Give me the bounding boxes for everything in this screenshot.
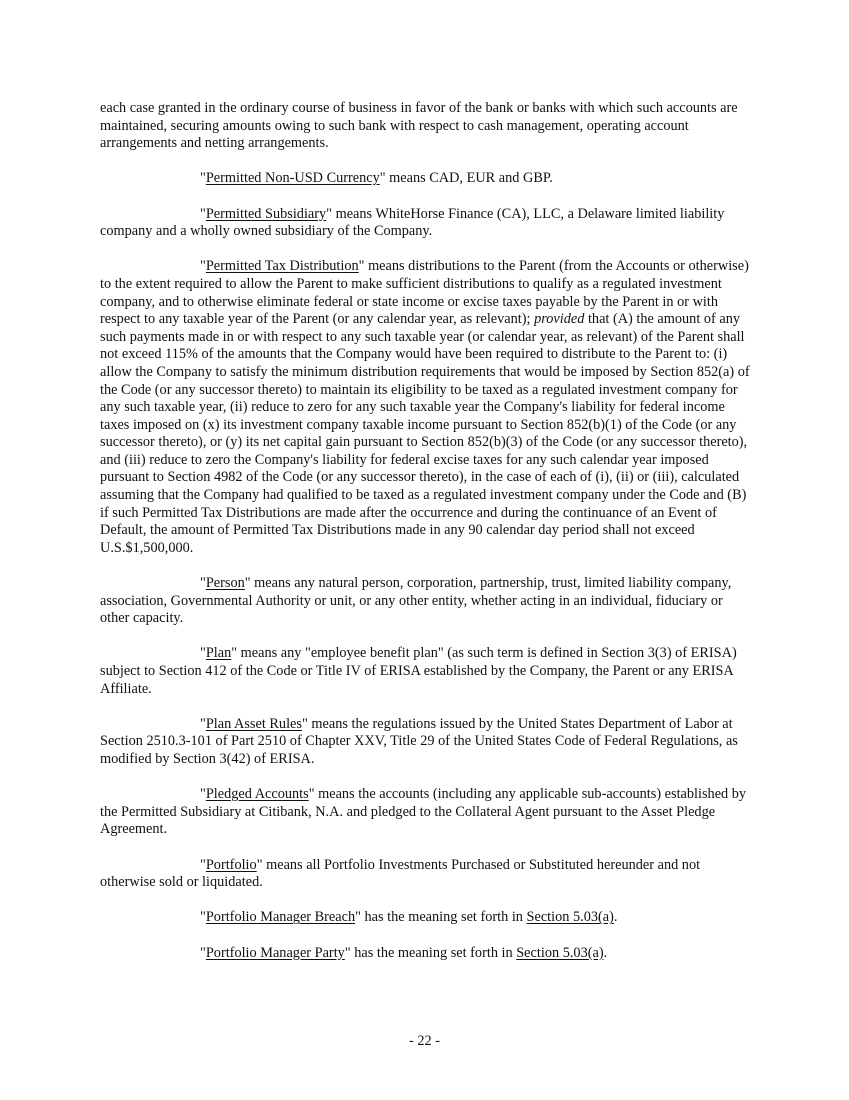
- definition-tail: .: [603, 944, 608, 961]
- defined-term: Portfolio: [205, 856, 257, 873]
- defined-term: Plan: [205, 645, 232, 662]
- definition-text: " has the meaning set forth in: [344, 944, 517, 961]
- definition-text: " means the accounts (including any applicable sub-accounts) established by the Permitted Subsidiary at Citibank, N.A. and pledged to the Collateral Agent pursuant to the Asset Pledge Agreement.: [100, 786, 747, 838]
- defined-term: Plan Asset Rules: [205, 715, 302, 732]
- defined-term: Permitted Tax Distribution: [205, 258, 359, 275]
- definition-text: " means CAD, EUR and GBP.: [379, 170, 553, 187]
- definition-text: " means the regulations issued by the United States Department of Labor at Section 2510.3-101 of Part 2510 of Chapter XXV, Title 29 of the United States Code of Federal Regulations, as modified by Section 3(42) of ERISA.: [100, 715, 738, 767]
- defined-term: Person: [205, 575, 245, 592]
- section-reference: Section 5.03(a): [516, 944, 604, 961]
- definition-portfolio-manager-breach: "Portfolio Manager Breach" has the meaning set forth in Section 5.03(a).: [200, 909, 618, 926]
- definition-portfolio: "Portfolio" means all Portfolio Investments Purchased or Substituted hereunder and not otherwise sold or liquidated.: [100, 856, 701, 891]
- defined-term: Portfolio Manager Party: [205, 944, 345, 961]
- defined-term: Permitted Subsidiary: [205, 205, 327, 222]
- definition-text: " means any natural person, corporation, partnership, trust, limited liability company, association, Governmental Authority or unit, or any other entity, whether acting in an individual, fiduciary or other capacity.: [100, 575, 732, 627]
- definition-plan: "Plan" means any "employee benefit plan" (as such term is defined in Section 3(3) of ERISA) subject to Section 412 of the Code or Title IV of ERISA established by the Company, the Parent or any ERISA Affiliate.: [100, 645, 737, 697]
- definition-pledged-accounts: "Pledged Accounts" means the accounts (including any applicable sub-accounts) established by the Permitted Subsidiary at Citibank, N.A. and pledged to the Collateral Agent pursuant to the Asset Pledge Agreement.: [100, 786, 747, 838]
- definition-text: " means all Portfolio Investments Purchased or Substituted hereunder and not otherwise sold or liquidated.: [100, 856, 701, 891]
- definition-text: " means distributions to the Parent (from the Accounts or otherwise) to the extent required to allow the Parent to make sufficient distributions to qualify as a regulated investment company, and to otherwise eliminate federal or state income or excise taxes payable by the Parent in or with respect to any taxable year of the Parent (or any calendar year, as relevant);: [100, 258, 749, 328]
- page-number: - 22 -: [409, 1033, 440, 1049]
- section-reference: Section 5.03(a): [526, 909, 614, 926]
- definition-text: " means any "employee benefit plan" (as such term is defined in Section 3(3) of ERISA) subject to Section 412 of the Code or Title IV of ERISA established by the Company, the Parent or any ERISA Affiliate.: [100, 645, 737, 697]
- definition-portfolio-manager-party: "Portfolio Manager Party" has the meaning set forth in Section 5.03(a).: [200, 944, 608, 961]
- definition-text: " means WhiteHorse Finance (CA), LLC, a Delaware limited liability company and a wholly owned subsidiary of the Company.: [100, 205, 725, 240]
- definition-person: "Person" means any natural person, corporation, partnership, trust, limited liability company, association, Governmental Authority or unit, or any other entity, whether acting in an individual, fiduciary or other capacity.: [100, 575, 732, 627]
- definition-text: " has the meaning set forth in: [355, 909, 527, 926]
- definition-tail: .: [613, 909, 618, 926]
- definition-permitted-tax-distribution: "Permitted Tax Distribution" means distributions to the Parent (from the Accounts or otherwise) to the extent required to allow the Parent to make sufficient distributions to qualify as a regulated investment company, and to otherwise eliminate federal or state income or excise taxes payable by the Parent in or with respect to any taxable year of the Parent (or any calendar year, as relevant); provided that (A) the amount of any such payments made in or with respect to any such taxable year (or calendar year, as relevant) of the Parent shall not exceed 115% of the amounts that the Company would have been required to distribute to the Parent to: (i) allow the Company to satisfy the minimum distribution requirements that would be imposed by Section 852(a) of the Code (or any successor thereto) to maintain its eligibility to be taxed as a regulated investment company for any such taxable year, (ii) reduce to zero for any such taxable year the Company's liability for federal income taxes imposed on (x) its investment company taxable income pursuant to Section 852(b)(1) of the Code (or any successor thereto), or (y) its net capital gain pursuant to Section 852(b)(3) of the Code (or any successor thereto), and (iii) reduce to zero the Company's liability for federal excise taxes for any such calendar year imposed pursuant to Section 4982 of the Code (or any successor thereto), in the case of each of (i), (ii) or (iii), calculated assuming that the Company had qualified to be taxed as a regulated investment company under the Code and (B) if such Permitted Tax Distributions are made after the occurrence and during the continuance of an Event of Default, the amount of Permitted Tax Distributions made in any 90 calendar day period shall not exceed U.S.$1,500,000.: [100, 258, 750, 556]
- definition-permitted-subsidiary: "Permitted Subsidiary" means WhiteHorse Finance (CA), LLC, a Delaware limited liability company and a wholly owned subsidiary of the Company.: [100, 205, 725, 240]
- proviso-italic: provided: [534, 311, 585, 328]
- defined-term: Pledged Accounts: [205, 786, 309, 803]
- intro-paragraph: each case granted in the ordinary course of business in favor of the bank or banks with which such accounts are maintained, securing amounts owing to such bank with respect to cash management, operating account arrangements and netting arrangements.: [100, 100, 738, 152]
- definition-permitted-non-usd-currency: "Permitted Non-USD Currency" means CAD, EUR and GBP.: [200, 170, 553, 187]
- document-body: [100, 100, 750, 980]
- defined-term: Permitted Non-USD Currency: [205, 170, 380, 187]
- definition-plan-asset-rules: "Plan Asset Rules" means the regulations issued by the United States Department of Labor at Section 2510.3-101 of Part 2510 of Chapter XXV, Title 29 of the United States Code of Federal Regulations, as modified by Section 3(42) of ERISA.: [100, 715, 738, 767]
- defined-term: Portfolio Manager Breach: [205, 909, 356, 926]
- definition-text-continued: that (A) the amount of any such payments made in or with respect to any such taxable year (or calendar year, as relevant) of the Parent shall not exceed 115% of the amounts that the Company would have been required to distribute to the Parent to: (i) allow the Company to satisfy the minimum distribution requirements that would be imposed by Section 852(a) of the Code (or any successor thereto) to maintain its eligibility to be taxed as a regulated investment company for any such taxable year, (ii) reduce to zero for any such taxable year the Company's liability for federal income taxes imposed on (x) its investment company taxable income pursuant to Section 852(b)(1) of the Code (or any successor thereto), or (y) its net capital gain pursuant to Section 852(b)(3) of the Code (or any successor thereto), and (iii) reduce to zero the Company's liability for federal excise taxes for any such calendar year imposed pursuant to Section 4982 of the Code (or any successor thereto), in the case of each of (i), (ii) or (iii), calculated assuming that the Company had qualified to be taxed as a regulated investment company under the Code and (B) if such Permitted Tax Distributions are made after the occurrence and during the continuance of an Event of Default, the amount of Permitted Tax Distributions made in any 90 calendar day period shall not exceed U.S.$1,500,000.: [100, 311, 750, 556]
